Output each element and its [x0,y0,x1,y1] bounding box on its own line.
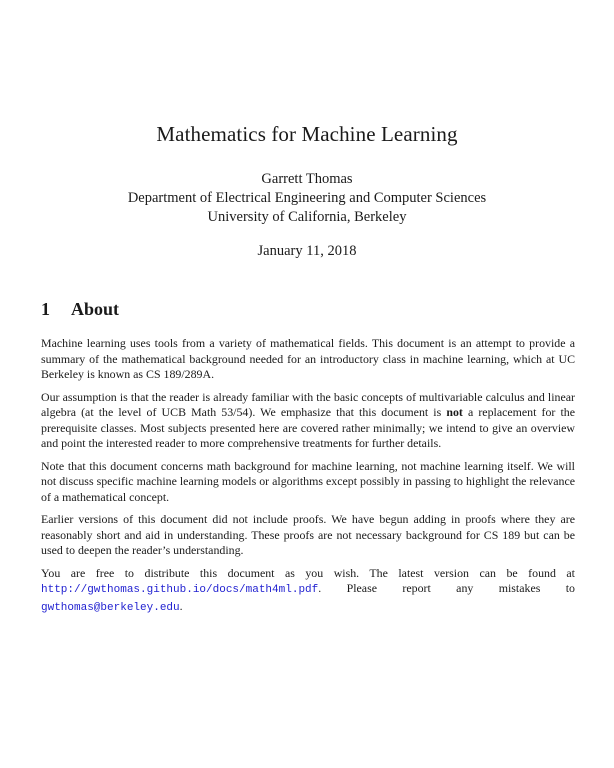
paragraph-assumption-text-2: a replacement for the prerequisite classes. Most subjects presented here are covered rather minimally; we intend to give an overview and point the interested reader to more comprehensive treatments for further details. [41,405,576,450]
paragraph-distribution-text-2: . Please report any mistakes to [318,581,575,595]
paragraph-distribution-text-3: . [179,598,183,613]
document-url-link[interactable]: http://gwthomas.github.io/docs/math4ml.pdf [41,584,319,596]
section-number: 1 [41,299,50,319]
author-university: University of California, Berkeley [207,209,407,225]
paragraph-assumption [41,390,575,452]
email-link[interactable]: gwthomas@berkeley.edu [41,601,180,614]
document-title: Mathematics for Machine Learning [156,122,458,146]
section-heading [41,298,119,320]
section-body [41,336,575,623]
author-department: Department of Electrical Engineering and Computer Sciences [127,190,487,206]
author-name: Garrett Thomas [261,171,353,187]
paragraph-distribution-text-1: You are free to distribute this document as you wish. The latest version can be found at [41,565,575,580]
document-date: January 11, 2018 [257,243,357,259]
paragraph-proofs: Earlier versions of this document did not include proofs. We have begun adding in proofs where they are reasonably short and aid in understanding. These proofs are not necessary background for CS 189 but can be used to deepen the reader’s understanding. [41,512,575,557]
paragraph-assumption-text-1: Our assumption is that the reader is already familiar with the basic concepts of multivariable calculus and linear algebra (at the level of UCB Math 53/54). We emphasize that this document is [41,389,575,419]
paragraph-distribution [41,566,575,617]
section-title: About [71,299,120,319]
paragraph-scope: Note that this document concerns math background for machine learning, not machine learning itself. We will not discuss specific machine learning models or algorithms except possibly in passing to highlight the relevance of a mathematical concept. [41,458,575,504]
author-block [0,170,614,227]
emphasis-not: not [446,405,463,419]
paragraph-intro: Machine learning uses tools from a variety of mathematical fields. This document is an attempt to provide a summary of the mathematical background needed for an introductory class in machine learning, which at UC Berkeley is known as CS 189/289A. [41,336,575,381]
